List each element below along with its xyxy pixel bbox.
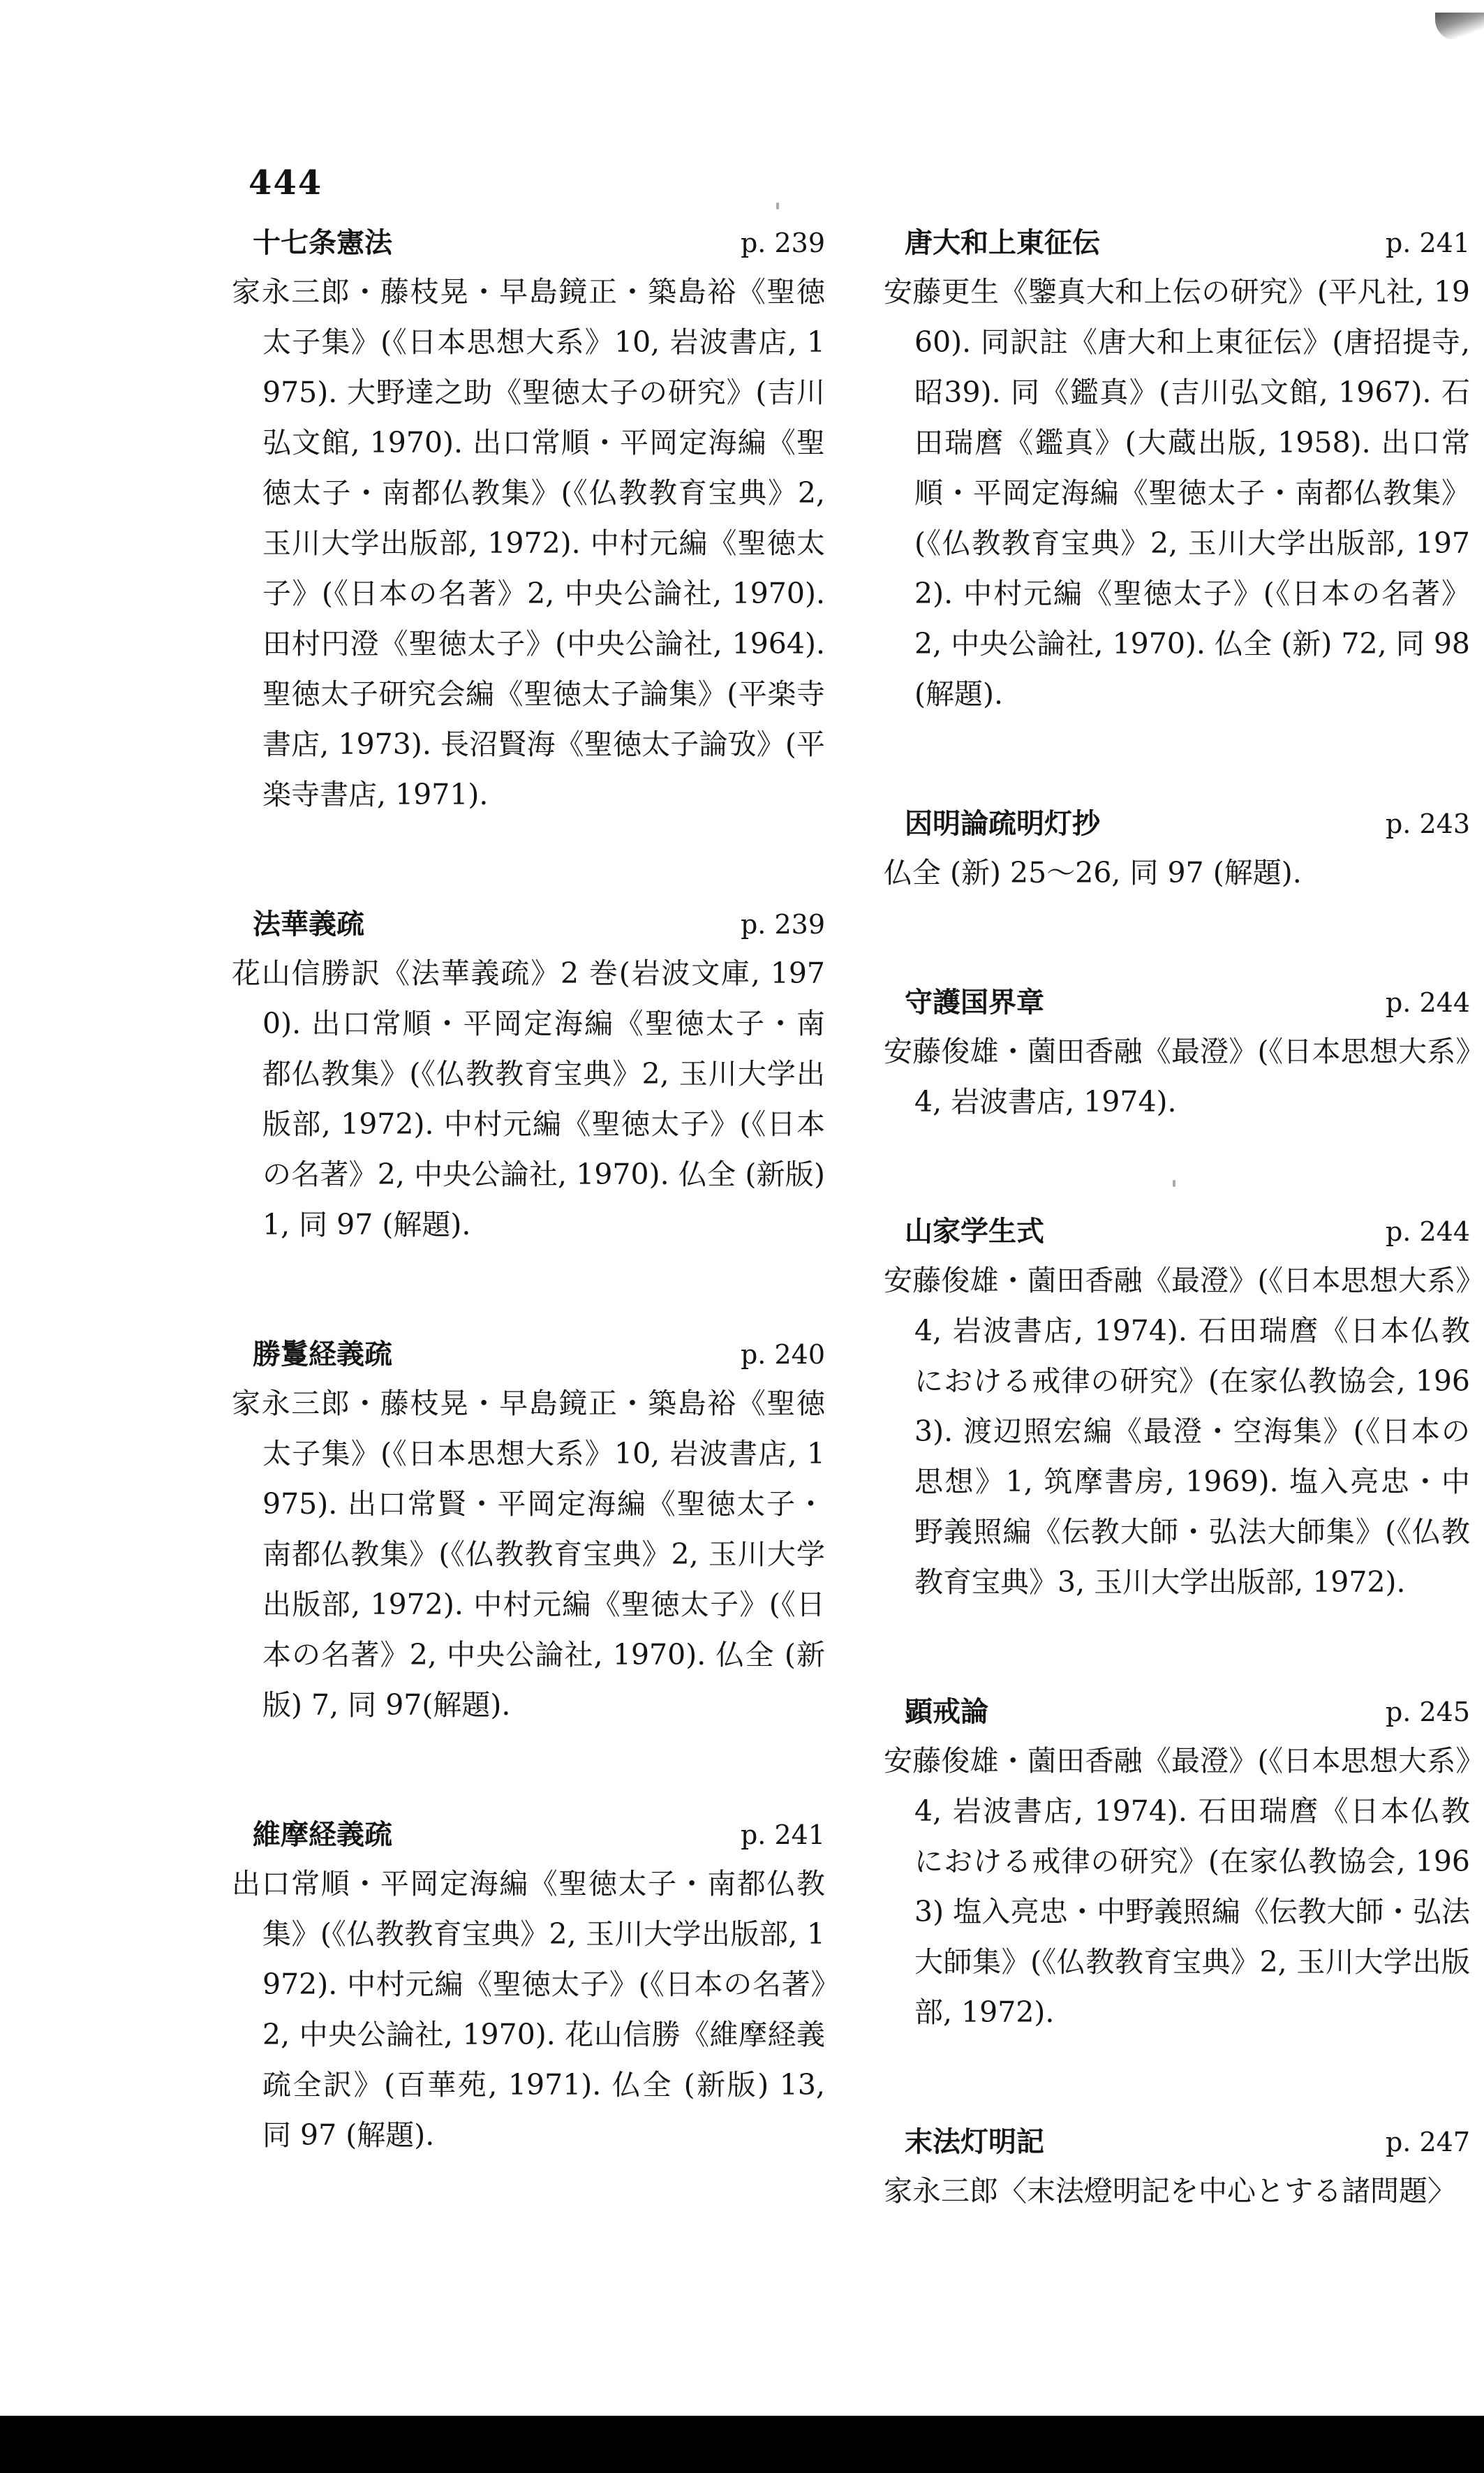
entry-title: 十七条憲法: [253, 226, 392, 259]
entry-heading: [884, 2120, 1470, 2166]
entry-page-ref: p. 243: [1385, 809, 1470, 839]
entry-title: 勝鬘経義疏: [253, 1338, 392, 1371]
right-column: [884, 221, 1470, 2298]
scan-binding-edge: [0, 2416, 1484, 2473]
entry-heading: [232, 902, 825, 948]
left-column: [232, 221, 825, 2243]
entry-title: 末法灯明記: [905, 2125, 1044, 2158]
entry-title: 維摩経義疏: [253, 1818, 392, 1851]
bibliography-entry: [884, 1690, 1470, 2037]
entry-heading: [884, 1209, 1470, 1255]
bibliography-entry: [884, 980, 1470, 1127]
scan-corner-shadow: [1435, 13, 1484, 40]
entry-page-ref: p. 244: [1385, 987, 1470, 1018]
entry-heading: [884, 1690, 1470, 1736]
entry-title: 顕戒論: [905, 1695, 988, 1728]
entry-page-ref: p. 241: [740, 1819, 825, 1850]
entry-page-ref: p. 244: [1385, 1216, 1470, 1247]
bibliography-entry: [884, 2120, 1470, 2216]
bibliography-entry: [884, 1209, 1470, 1607]
entry-references: 安藤俊雄・薗田香融《最澄》(《日本思想大系》4, 岩波書店, 1974). 石田瑞麿《日本仏教における戒律の研究》(在家仏教協会, 1963) 塩入亮忠・中野義照編《伝教大師・弘法大師集》(《仏教教育宝典》2, 玉川大学出版部, 1972).: [884, 1744, 1470, 2029]
bibliography-entry: [232, 1813, 825, 2160]
entry-heading: [232, 1813, 825, 1859]
entry-heading: [884, 221, 1470, 267]
entry-references: 出口常順・平岡定海編《聖徳太子・南都仏教集》(《仏教教育宝典》2, 玉川大学出版部, 1972). 中村元編《聖徳太子》(《日本の名著》2, 中央公論社, 1970). 花山信勝《維摩経義疏全訳》(百華苑, 1971). 仏全 (新版) 13, 同 97 (解題).: [232, 1867, 825, 2152]
entry-title: 山家学生式: [905, 1215, 1044, 1248]
entry-references: 家永三郎〈末法燈明記を中心とする諸問題〉: [884, 2174, 1456, 2208]
entry-references: 花山信勝訳《法華義疏》2 巻(岩波文庫, 1970). 出口常順・平岡定海編《聖徳太子・南都仏教集》(《仏教教育宝典》2, 玉川大学出版部, 1972). 中村元編《聖徳太子》(《日本の名著》2, 中央公論社, 1970). 仏全 (新版) 1, 同 97 (解題).: [232, 957, 825, 1241]
entry-page-ref: p. 240: [740, 1339, 825, 1370]
entry-page-ref: p. 239: [740, 909, 825, 940]
entry-references: 仏全 (新) 25〜26, 同 97 (解題).: [884, 856, 1302, 889]
entry-page-ref: p. 245: [1385, 1697, 1470, 1727]
bibliography-entry: [232, 902, 825, 1250]
entry-heading: [232, 221, 825, 267]
entry-page-ref: p. 247: [1385, 2127, 1470, 2157]
entry-page-ref: p. 239: [740, 228, 825, 258]
entry-heading: [884, 802, 1470, 848]
bibliography-entry: [884, 802, 1470, 898]
entry-title: 唐大和上東征伝: [905, 226, 1100, 259]
entry-title: 守護国界章: [905, 986, 1044, 1019]
entry-title: 因明論疏明灯抄: [905, 807, 1100, 840]
entry-references: 家永三郎・藤枝晃・早島鏡正・築島裕《聖徳太子集》(《日本思想大系》10, 岩波書店, 1975). 出口常賢・平岡定海編《聖徳太子・南都仏教集》(《仏教教育宝典》2, 玉川大学出版部, 1972). 中村元編《聖徳太子》(《日本の名著》2, 中央公論社, 1970). 仏全 (新版) 7, 同 97(解題).: [232, 1387, 825, 1722]
bibliography-entry: [884, 221, 1470, 719]
entry-title: 法華義疏: [253, 908, 364, 940]
entry-heading: [232, 1332, 825, 1378]
entry-references: 家永三郎・藤枝晃・早島鏡正・築島裕《聖徳太子集》(《日本思想大系》10, 岩波書店, 1975). 大野達之助《聖徳太子の研究》(吉川弘文館, 1970). 出口常順・平岡定海編《聖徳太子・南都仏教集》(《仏教教育宝典》2, 玉川大学出版部, 1972). 中村元編《聖徳太子》(《日本の名著》2, 中央公論社, 1970). 田村円澄《聖徳太子》(中央公論社, 1964). 聖徳太子研究会編《聖徳太子論集》(平楽寺書店, 1973). 長沼賢海《聖徳太子論攷》(平楽寺書店, 1971).: [232, 275, 825, 811]
entry-heading: [884, 980, 1470, 1026]
entry-references: 安藤俊雄・薗田香融《最澄》(《日本思想大系》4, 岩波書店, 1974).: [884, 1035, 1470, 1119]
page-number: 444: [248, 163, 323, 202]
entry-references: 安藤更生《鑒真大和上伝の研究》(平凡社, 1960). 同訳註《唐大和上東征伝》(唐招提寺, 昭39). 同《鑑真》(吉川弘文館, 1967). 石田瑞麿《鑑真》(大蔵出版, 1958). 出口常順・平岡定海編《聖徳太子・南都仏教集》(《仏教教育宝典》2, 玉川大学出版部, 1972). 中村元編《聖徳太子》(《日本の名著》2, 中央公論社, 1970). 仏全 (新) 72, 同 98(解題).: [884, 275, 1470, 711]
scan-speck: [776, 202, 779, 209]
bibliography-entry: [232, 1332, 825, 1730]
entry-page-ref: p. 241: [1385, 228, 1470, 258]
entry-references: 安藤俊雄・薗田香融《最澄》(《日本思想大系》4, 岩波書店, 1974). 石田瑞麿《日本仏教における戒律の研究》(在家仏教協会, 1963). 渡辺照宏編《最澄・空海集》(《日本の思想》1, 筑摩書房, 1969). 塩入亮忠・中野義照編《伝教大師・弘法大師集》(《仏教教育宝典》3, 玉川大学出版部, 1972).: [884, 1264, 1470, 1599]
bibliography-entry: [232, 221, 825, 820]
